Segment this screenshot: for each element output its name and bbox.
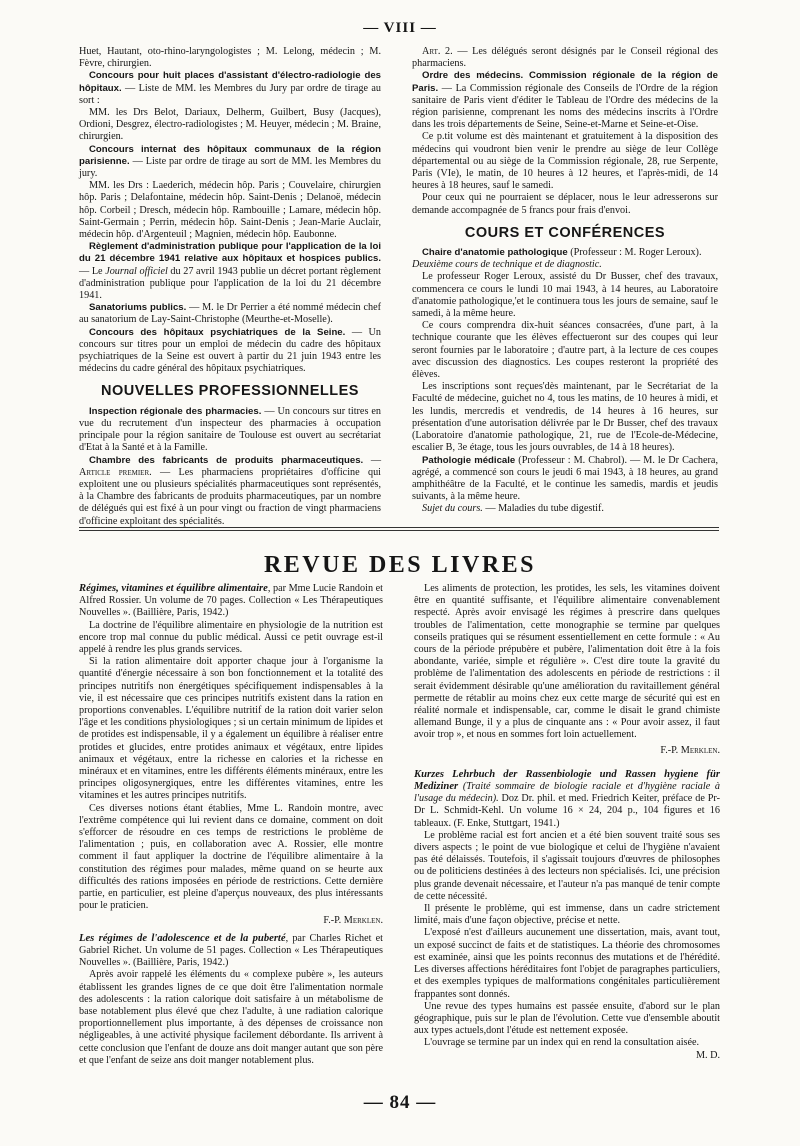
news-item bbox=[79, 455, 381, 528]
news-item bbox=[79, 144, 381, 181]
review-paragraph: Une revue des types humains est passée ensuite, d'abord sur le plan géographique, puis sur le plan de l'évolution. Cette vue d'ensemble aboutit aux types actuels,dont l'étude est nettement exposée. bbox=[414, 1000, 720, 1037]
section-title-nouvelles: NOUVELLES PROFESSIONNELLES bbox=[101, 383, 359, 400]
news-paragraph: Le professeur Roger Leroux, assisté du Dr Busser, chef des travaux, commencera ce cours le lundi 10 mai 1943, à 14 heures, au Laboratoire d'anatomie pathologique,'et le continuera tous les jours de semaine, sauf le samedi, à la même heure. bbox=[412, 271, 718, 320]
book-meta: , par Charles Richet et Gabriel Richet. Un volume de 51 pages. Collection « Les Thérapeutiques Nouvelles ». (Baillière, Paris, 1942.) bbox=[79, 932, 383, 969]
book-meta: , par Mme Lucie Randoin et Alfred Rossier. Un volume de 70 pages. Collection « Les Thérapeutiques Nouvelles ». (Baillière, Paris, 1942.) bbox=[79, 583, 383, 619]
news-body: — Le bbox=[79, 265, 106, 277]
section-divider bbox=[79, 530, 719, 531]
article-label: Art. 2. bbox=[422, 46, 453, 57]
section-title-cours: COURS ET CONFÉRENCES bbox=[464, 224, 666, 241]
top-right-column bbox=[412, 46, 718, 516]
book-title: Régimes, vitamines et équilibre alimentaire bbox=[79, 583, 268, 594]
news-heading: Pathologie médicale bbox=[422, 454, 516, 466]
review-paragraph: Les aliments de protection, les protides, les sels, les vitamines doivent être en quantité suffisante, et l'équilibre alimentaire convenablement respecté. Après avoir envisagé les régimes à prescrire dans quelques troubles de l'alimentation, cette monographie se termine par quelques conseils pratiques qui se résument essentiellement en cette formule : « Au cours de la période prépubère et pubère, l'alimentation doit être à la fois abondante, variée, simple et régulière ». C'est dire toute la gravité du problème de l'alimentation des adolescents en période de restrictions : il serait évidemment désirable qu'une amélioration du ravitaillement général permette de rétablir au moins chez eux cette marge de sécurité qui est en réalité normale et indispensable, car, comme le disait le grand chimiste allemand Bunge, il y a plus de cinquante ans : « Pour avoir assez, il faut avoir trop », et nous en sommes fort loin actuellement. bbox=[414, 583, 720, 741]
news-body: — Les délégués seront désignés par le Conseil régional des pharmaciens. bbox=[412, 46, 718, 70]
journal-name: Journal officiel bbox=[105, 265, 168, 277]
news-body: — Liste par ordre de tirage au sort de MM. les Membres du jury. bbox=[79, 155, 381, 180]
review-signature: F.-P. Merklen. bbox=[323, 915, 383, 927]
news-item bbox=[412, 46, 718, 70]
review-paragraph: Il présente le problème, qui est immense, dans un cadre strictement limité, mais d'une façon objective, précise et nette. bbox=[414, 903, 720, 927]
news-item bbox=[412, 70, 718, 131]
news-paragraph: Pour ceux qui ne pourraient se déplacer, nous le leur adresserons sur demande accompagnée de 5 francs pour frais d'envoi. bbox=[412, 192, 718, 216]
news-item bbox=[412, 247, 718, 259]
news-heading: Concours des hôpitaux psychiatriques de la Seine. bbox=[89, 326, 346, 338]
news-heading: Chaire d'anatomie pathologique bbox=[422, 247, 568, 259]
book-subtitle: (Traité sommaire de biologie raciale et d'hygiène raciale à l'usage du médecin). bbox=[414, 781, 720, 805]
article-label: — Article premier. bbox=[79, 454, 382, 478]
bottom-left-column bbox=[79, 583, 383, 1083]
jury-continuation: Huet, Hautant, oto-rhino-laryngologistes ; M. Lelong, médecin ; M. Fèvre, chirurgien. bbox=[79, 46, 381, 70]
course-subtitle: Deuxième cours de technique et de diagnostic. bbox=[412, 259, 602, 271]
news-item bbox=[79, 70, 381, 107]
review-paragraph: La doctrine de l'équilibre alimentaire en physiologie de la nutrition est encore trop mal connue du public médical. Aussi ce petit ouvrage est-il appelé à rendre les plus grands services. bbox=[79, 619, 383, 656]
news-body: — Liste de MM. les Membres du Jury par ordre de tirage au sort : bbox=[79, 82, 381, 106]
news-item bbox=[412, 455, 718, 504]
news-item bbox=[412, 503, 718, 515]
book-title: Kurzes Lehrbuch der Rassenbiologie und Rassen hygiene für Mediziner bbox=[414, 768, 720, 793]
news-heading: Sanatoriums publics. bbox=[89, 302, 187, 314]
news-heading: Concours pour huit places d'assistant d'électro-radiologie des hôpitaux. bbox=[79, 70, 381, 94]
news-paragraph: Ce cours comprendra dix-huit séances consacrées, d'une part, à la technique courante que les élèves effectueront sur des coupes qui leur seront fournies par le laboratoire ; d'autre part, à la lecture de ces coupes avec discussion des diagnostics. Les coupes resteront la propriété des élèves. bbox=[412, 320, 718, 381]
book-meta: Doz Dr. phil. et med. Friedrich Keiter, préface de Pr-Dr L. Schmidt-Kehl. Un volume 16 × 24, 204 p., 104 figures et 16 tableaux. (F. Enke, Stuttgart, 1941.) bbox=[414, 793, 720, 829]
news-body: — Les pharmaciens propriétaires d'officine qui exploitent une ou plusieurs spécialités pharmaceutiques sont représentés, à la Chambre des fabricants de produits pharmaceutiques, par un nombre de délégués qui est fixé à un pour vingt ou fraction de vingt pharmaciens d'officine exploitant des spécialités. bbox=[79, 466, 382, 527]
news-heading: Règlement d'administration publique pour l'application de la loi du 21 décembre 1941 relative aux hôpitaux et hospices publics. bbox=[79, 241, 381, 265]
news-paragraph: Les inscriptions sont reçues'dès maintenant, par le Secrétariat de la Faculté de médecine, guichet no 4, tous les matins, de 10 heures à midi, et les lundis, mercredis et vendredis, de 14 heures à 16 heures, sur présentation d'une autorisation délivrée par le Dr Busser, chef des travaux (Laboratoire d'anatomie pathologique, 21, rue de l'Ecole-de-Médecine, escalier B, 3e étage, tous les jours ouvrables, de 14 à 18 heures). bbox=[412, 381, 718, 454]
news-heading: Ordre des médecins. Commission régionale de la région de Paris. bbox=[412, 70, 718, 94]
review-paragraph: Ces diverses notions étant établies, Mme L. Randoin montre, avec l'extrême compétence qui lui revient dans ce domaine, comment on doit s'efforcer de résoudre en ces temps de restrictions le problème de l'alimentation ; puis, en collaboration avec A. Rossier, elle montre comment il faut appliquer la doctrine de l'équilibre alimentaire à la constitution des régimes pour malades, même quand on se heurte aux difficultés des rations imposées en période de restrictions. Cette dernière partie, en particulier, est pleine d'aperçus nouveaux, des plus intéressants pour le praticien. bbox=[79, 802, 383, 912]
review-paragraph: Si la ration alimentaire doit apporter chaque jour à l'organisme la quantité d'énergie nécessaire à son bon fonctionnement et la totalité des principes nutritifs non énergétiques spécifiquement indispensables à la vie, il est nécessaire que ces principes nutritifs existent dans la ration en proportions convenables. L'équilibre nutritif de la ration doit varier selon l'âge et les conditions physiologiques ; si un certain minimum de lipides et de protides est indispensable, il y a également un équilibre à réaliser entre protides et glucides, entre protides animaux et végétaux, entre lipides animaux et végétaux, entre la richesse en calories et la richesse en minéraux et en vitamines, entre les différents éléments minéraux, entre les principes oligosynergiques, entre les différentes vitamines, entre les vitamines et les autres principes nutritifs. bbox=[79, 656, 383, 802]
news-body: — Un concours sur titres en vue du recrutement d'un inspecteur des pharmacies à occupation principale pour la région sanitaire de Toulouse est ouvert au secrétariat d'Etat à la Santé et à la Famille. bbox=[79, 405, 381, 454]
book-entry-heading bbox=[79, 583, 383, 620]
news-item bbox=[79, 302, 381, 326]
page-header-roman: — VIII — bbox=[363, 20, 437, 36]
bottom-right-column bbox=[414, 583, 720, 1083]
review-paragraph: L'ouvrage se termine par un index qui en rend la consultation aisée. bbox=[424, 1037, 700, 1049]
top-left-column bbox=[79, 46, 382, 527]
review-signature: F.-P. Merklen. bbox=[660, 744, 720, 756]
news-body: (Professeur : M. Roger Leroux). bbox=[567, 247, 702, 259]
review-signature: M. D. bbox=[695, 1049, 720, 1061]
review-paragraph: Le problème racial est fort ancien et a été bien souvent traité sous ses divers aspects ; le point de vue biologique et celui de l'hygiène n'avaient pas été délaissés. Toutefois, il s'agissait toujours d'œuvres de philosophes ou de politiciens destinées à des lecteurs non spécialisés. Ici, une précision plus grande devenait nécessaire, et l'auteur n'a pas manqué de tenir compte de cette nécessité. bbox=[414, 829, 720, 902]
book-title: Les régimes de l'adolescence et de la puberté bbox=[79, 932, 286, 944]
news-body: — M. le Dr Perrier a été nommé médecin chef au sanatorium de Lay-Saint-Christophe (Meurthe-et-Moselle). bbox=[79, 302, 381, 326]
news-item bbox=[79, 327, 381, 376]
section-divider bbox=[79, 527, 719, 528]
news-paragraph: MM. les Drs : Laederich, médecin hôp. Paris ; Couvelaire, chirurgien hôp. Paris ; Delafontaine, médecin hôp. Saint-Denis ; Delanoë, médecin hôp. Corbeil ; Dresch, médecin hôp. Rambouille ; Lamare, médecin hôp. Saint-Germain ; Perrin, médecin hôp. Saint-Denis ; Jean-Marie Auclair, médecin hôp. d'Argenteuil ; Magnien, médecin hôp. Eaubonne. bbox=[79, 180, 381, 241]
news-body: du 27 avril 1943 publie un décret portant règlement d'administration publique pour l'application de la loi du 21 décembre 1941. bbox=[79, 265, 381, 302]
news-paragraph: Ce p.tit volume est dès maintenant et gratuitement à la disposition des médecins qui voudront bien venir le prendre au siège de leur Collège départemental ou au siège de la Commission régionale, 28, rue Serpente, Paris (VIe), le matin, de 10 heures à 12 heures, et l'après-midi, de 14 heures à 18 heures, sauf le samedi. bbox=[412, 131, 718, 192]
book-entry-heading bbox=[79, 933, 383, 970]
news-heading: Inspection régionale des pharmacies. bbox=[89, 405, 262, 417]
news-body: — Maladies du tube digestif. bbox=[482, 503, 604, 515]
news-item bbox=[79, 241, 381, 302]
news-body: — Un concours sur titres pour un emploi de médecin du cadre des hôpitaux psychiatriques de la Seine est ouvert à partir du 21 juin 1943 entre les médecins du cadre général des hôpitaux psychiatriques. bbox=[79, 326, 381, 375]
news-body: (Professeur : M. Chabrol). — M. le Dr Cachera, agrégé, a commencé son cours le jeudi 6 mai 1943, à 18 heures, au grand amphithéâtre de la Faculté, et le continue les samedis, mardis et jeudis suivants, à la même heure. bbox=[412, 454, 718, 503]
review-paragraph: Après avoir rappelé les éléments du « complexe pubère », les auteurs établissent les grandes lignes de ce que doit être l'alimentation normale des adolescents : la ration calorique doit satisfaire à un métabolisme de base notablement plus élevé que chez l'adulte, à une radiation calorique proportionnellement plus importante, à des dépenses de croissance non négligeables, à une activité physique facilement débordante. Ils arrivent à cette conclusion que l'enfant de douze ans doit manger autant que son père et que l'enfant de seize ans doit manger notablement plus. bbox=[79, 969, 383, 1066]
news-paragraph: MM. les Drs Belot, Dariaux, Delherm, Guilbert, Busy (Jacques), Ordioni, Desgrez, électro-radiologistes ; M. Heuyer, médecin ; M. Braine, chirurgien. bbox=[79, 107, 381, 143]
news-heading: Chambre des fabricants de produits pharmaceutiques. bbox=[89, 454, 364, 466]
news-body: — La Commission régionale des Conseils de l'Ordre de la région sanitaire de Paris vient d'éditer le Tableau de l'Ordre des médecins de la région parisienne, comprenant les noms des médecins inscrits à l'Ordre dans les trois départements de Seine, Seine-et-Marne et Seine-et-Oise. bbox=[412, 82, 718, 131]
news-heading: Concours internat des hôpitaux communaux de la région parisienne. bbox=[79, 143, 381, 167]
news-item bbox=[79, 406, 381, 455]
page-number: — 84 — bbox=[363, 1092, 437, 1113]
book-entry-heading bbox=[414, 769, 720, 830]
revue-des-livres-title: REVUE DES LIVRES bbox=[263, 552, 537, 578]
course-subject-label: Sujet du cours. bbox=[422, 503, 483, 515]
review-paragraph: L'exposé n'est d'ailleurs aucunement une dissertation, mais, avant tout, un exposé succinct de faits et de statistiques. La théorie des chromosomes est examinée, ainsi que les points reconnus des mutations et de l'hérédité. Les diverses affections héréditaires font l'objet de paragraphes particuliers, et des exemples typiques de malformations congénitales particulièrement frappantes sont donnés. bbox=[414, 927, 720, 1000]
